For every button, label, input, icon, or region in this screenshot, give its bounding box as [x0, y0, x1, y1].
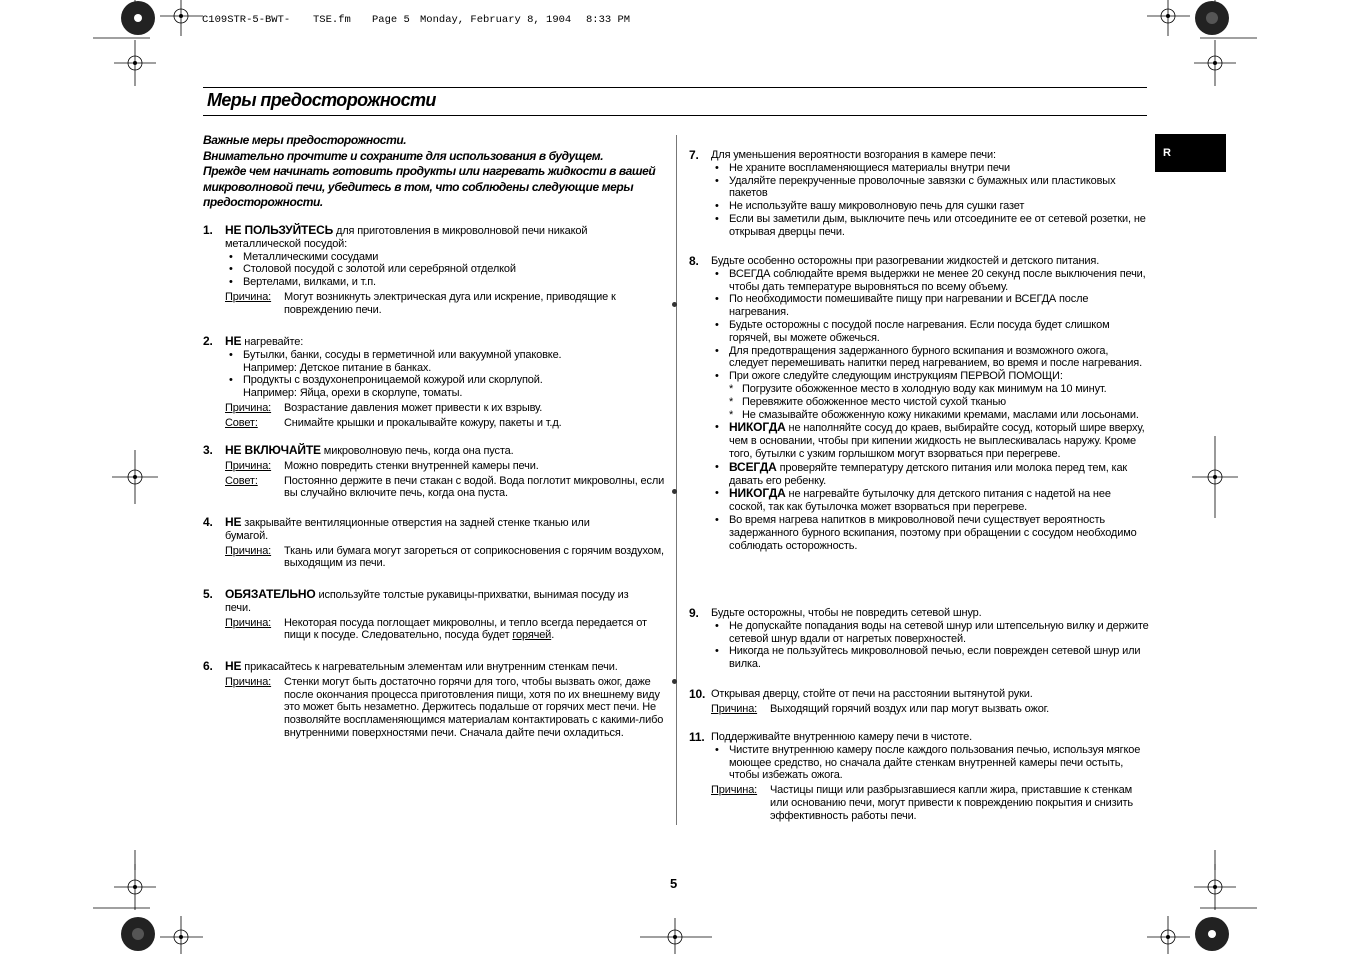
section-text: Открывая дверцу, стойте от печи на расстоянии вытянутой руки. — [711, 688, 1033, 700]
list-item — [711, 461, 1149, 488]
section-number: 5. — [203, 587, 213, 601]
page-number: 5 — [670, 876, 678, 891]
section-3 — [203, 444, 665, 500]
reason-text: Некоторая посуда поглощает микроволны, и тепло всегда передается от пищи к посуде. Следовательно, посуда будет — [284, 616, 647, 642]
section-number: 2. — [203, 334, 213, 348]
list-item: • Бутылки, банки, сосуды в герметичной или вакуумной упаковке. — [225, 349, 665, 362]
section-text: используйте толстые рукавицы-прихватки, вынимая посуду из — [315, 589, 629, 601]
reason-label: Причина: — [711, 784, 758, 797]
reason-label: Причина: — [225, 675, 272, 688]
title-bottom-rule — [203, 115, 1147, 116]
section-number: 11. — [689, 730, 705, 744]
intro-line: Важные меры предосторожности. — [203, 133, 407, 147]
section-text: микроволновую печь, когда она пуста. — [320, 445, 514, 457]
reason-label: Причина: — [225, 616, 272, 629]
list-item-example: Например: Детское питание в банках. — [243, 361, 432, 374]
list-item: • Столовой посудой с золотой или серебряной отделкой — [225, 263, 665, 276]
section-7 — [689, 149, 1149, 239]
divider-dot — [672, 489, 677, 494]
keyword: НЕ ПОЛЬЗУЙТЕСЬ — [225, 223, 334, 237]
intro-line: микроволновой печи, убедитесь в том, что соблюдены следующие меры — [203, 179, 634, 194]
divider-dot — [672, 302, 677, 307]
reason-row — [711, 784, 1149, 822]
section-text: прикасайтесь к нагревательным элементам или внутренним стенкам печи. — [241, 661, 618, 673]
reason-row — [225, 676, 665, 740]
list-item: • Во время нагрева напитков в микроволновой печи существует вероятность задержанного бурного вскипания, поэтому при обращении с сосудом необходимо соблюдать осторожность. — [711, 514, 1149, 552]
section-number: 1. — [203, 223, 213, 237]
reason-underlined: горячей — [512, 629, 552, 642]
section-text: Поддерживайте внутреннюю камеру печи в чистоте. — [711, 731, 972, 743]
list-item: • Никогда не пользуйтесь микроволновой печью, если поврежден сетевой шнур или вилка. — [711, 645, 1149, 671]
list-item: • Продукты с воздухонепроницаемой кожурой или скорлупой. — [225, 374, 665, 387]
list-item: • Чистите внутреннюю камеру после каждого пользования печью, используя мягкое моющее средство, но сначала дайте стенкам внутренней камеры печи остыть, чтобы избежать ожога. — [711, 744, 1149, 782]
intro-line: предосторожности. — [203, 195, 323, 209]
first-aid-step: * Погрузите обожженное место в холодную воду как минимум на 10 минут. — [711, 383, 1149, 396]
page-title: Меры предосторожности — [207, 90, 436, 110]
advice-row — [225, 475, 665, 501]
keyword: НЕ ВКЛЮЧАЙТЕ — [225, 443, 321, 457]
list-item: • Для предотвращения задержанного бурного вскипания и возможного ожога, следует перемешивать напитки перед нагреванием, во время и после нагревания. — [711, 345, 1149, 371]
list-item: • Не допускайте попадания воды на сетевой шнур или штепсельную вилку и держите сетевой шнур вдали от нагретых поверхностей. — [711, 620, 1149, 646]
keyword: НИКОГДА — [729, 486, 786, 501]
reason-text: Стенки могут быть достаточно горячи для того, чтобы вызвать ожог, даже после окончания процесса приготовления пищи, хотя по их внешнему виду это может быть незаметно. Держитесь подальше от горячих мест печи. Не позволяйте воспламеняющимся материалам контактировать с какими-либо внутренними поверхностями печи. Сначала дайте печи охладиться. — [284, 675, 664, 739]
list-item: • Не храните воспламеняющиеся материалы внутри печи — [711, 162, 1149, 175]
reason-label: Причина: — [711, 702, 758, 715]
keyword: ВСЕГДА — [729, 459, 777, 474]
section-text: закрывайте вентиляционные отверстия на задней стенке тканью или — [241, 517, 590, 529]
section-4 — [203, 516, 665, 570]
reason-label: Причина: — [225, 544, 272, 557]
section-11 — [689, 731, 1149, 823]
list-item: • Не используйте вашу микроволновую печь для сушки газет — [711, 200, 1149, 213]
reason-row — [225, 460, 665, 473]
section-text: Будьте осторожны, чтобы не повредить сетевой шнур. — [711, 607, 982, 619]
print-page-label: Page 5 — [372, 14, 410, 26]
list-item: • ВСЕГДА соблюдайте время выдержки не менее 20 секунд после выключения печи, чтобы дать температуре выровняться по всему объему. — [711, 268, 1149, 294]
section-1 — [203, 224, 665, 317]
list-item: • Если вы заметили дым, выключите печь или отсоедините ее от сетевой розетки, не открывая дверцы печи. — [711, 213, 1149, 239]
keyword: НЕ — [225, 334, 242, 348]
reason-text: Возрастание давления может привести к их взрыву. — [284, 401, 543, 414]
advice-row — [225, 417, 665, 430]
reason-end: . — [551, 629, 555, 642]
section-text: Для уменьшения вероятности возгорания в камере печи: — [711, 149, 996, 161]
section-text: для приготовления в микроволновой печи никакой — [333, 225, 588, 237]
section-5 — [203, 588, 665, 642]
list-item: • Удаляйте перекрученные проволочные завязки с бумажных или пластиковых пакетов — [711, 175, 1149, 201]
right-column — [689, 149, 1149, 839]
reason-row — [225, 545, 665, 571]
column-divider — [676, 135, 677, 825]
list-item: • Металлическими сосудами — [225, 251, 665, 264]
reason-row — [225, 402, 665, 415]
section-number: 7. — [689, 148, 699, 162]
reason-label: Причина: — [225, 459, 272, 472]
first-aid-step: * Не смазывайте обожженную кожу никакими кремами, маслами или лосьонами. — [711, 409, 1149, 422]
section-10 — [689, 688, 1149, 716]
intro-block — [203, 133, 663, 211]
list-item — [711, 487, 1149, 514]
keyword: НИКОГДА — [729, 420, 786, 435]
section-number: 8. — [689, 254, 699, 268]
reason-label: Причина: — [225, 401, 272, 414]
reason-row — [225, 617, 665, 643]
section-2 — [203, 335, 665, 430]
reason-text: Частицы пищи или разбрызгавшиеся капли жира, приставшие к стенкам или основанию печи, могут привести к повреждению покрытия и снизить эффективность работы печи. — [770, 784, 1133, 822]
advice-label: Совет: — [225, 416, 258, 429]
reason-label: Причина: — [225, 290, 272, 303]
keyword: НЕ — [225, 515, 242, 529]
list-item-example: Например: Яйца, орехи в скорлупе, томаты. — [243, 387, 463, 400]
list-item-text: не наполняйте сосуд до краев, выбирайте сосуд, который шире вверху, чем в основании, чтобы при кипении жидкость не выплескивалась наружу. Кроме того, бутылки с узким горлышком могут взорваться при перегреве. — [729, 422, 1145, 460]
first-aid-step: * Перевяжите обожженное место чистой сухой тканью — [711, 396, 1149, 409]
language-tab: R — [1155, 134, 1226, 172]
advice-text: Постоянно держите в печи стакан с водой. Вода поглотит микроволны, если вы случайно включите печь, когда она пуста. — [284, 474, 665, 500]
reason-text: Выходящий горячий воздух или пар могут вызвать ожог. — [770, 702, 1050, 715]
section-text: нагревайте: — [241, 336, 304, 348]
section-6 — [203, 660, 665, 740]
reason-text: Ткань или бумага могут загореться от соприкосновения с горячим воздухом, выходящим из печи. — [284, 544, 664, 570]
list-item: • Вертелами, вилками, и т.п. — [225, 276, 665, 289]
left-column — [203, 224, 665, 784]
intro-line: Внимательно прочтите и сохраните для использования в будущем. — [203, 148, 604, 163]
divider-dot — [672, 679, 677, 684]
intro-line: Прежде чем начинать готовить продукты или нагревать жидкости в вашей — [203, 164, 656, 178]
print-file-name: C109STR-5-BWT- — [202, 14, 291, 26]
list-item: • По необходимости помешивайте пищу при нагревании и ВСЕГДА после нагревания. — [711, 293, 1149, 319]
section-8 — [689, 255, 1149, 552]
section-text: бумагой. — [225, 529, 269, 542]
reason-text: Можно повредить стенки внутренней камеры печи. — [284, 459, 539, 472]
section-text: металлической посудой: — [225, 237, 348, 250]
reason-text: Могут возникнуть электрическая дуга или искрение, приводящие к повреждению печи. — [284, 290, 616, 316]
keyword: НЕ — [225, 659, 242, 673]
section-text: печи. — [225, 601, 251, 614]
reason-row — [711, 703, 1149, 716]
keyword: ОБЯЗАТЕЛЬНО — [225, 587, 316, 601]
print-time: 8:33 PM — [586, 14, 631, 26]
list-item-text: не нагревайте бутылочку для детского питания с надетой на нее соской, так как бутылочка может взорваться при перегреве. — [729, 488, 1111, 514]
print-date: Monday, February 8, 1904 — [420, 14, 572, 26]
list-item-text: проверяйте температуру детского питания или молока перед тем, как давать его ребенку. — [729, 461, 1128, 487]
section-text: Будьте особенно осторожны при разогревании жидкостей и детского питания. — [711, 255, 1100, 267]
section-number: 6. — [203, 659, 213, 673]
advice-text: Снимайте крышки и прокалывайте кожуру, пакеты и т.д. — [284, 416, 562, 429]
advice-label: Совет: — [225, 474, 258, 487]
section-number: 9. — [689, 606, 699, 620]
section-number: 4. — [203, 515, 213, 529]
section-number: 10. — [689, 687, 706, 701]
section-9 — [689, 607, 1149, 671]
list-item: • Будьте осторожны с посудой после нагревания. Если посуда будет слишком горячей, вы можете обжечься. — [711, 319, 1149, 345]
list-item — [711, 421, 1149, 460]
section-number: 3. — [203, 443, 213, 457]
list-item: • При ожоге следуйте следующим инструкциям ПЕРВОЙ ПОМОЩИ: — [711, 370, 1149, 383]
print-fm-name: TSE.fm — [313, 14, 351, 26]
reason-row — [225, 291, 665, 317]
title-top-rule — [203, 87, 1147, 88]
